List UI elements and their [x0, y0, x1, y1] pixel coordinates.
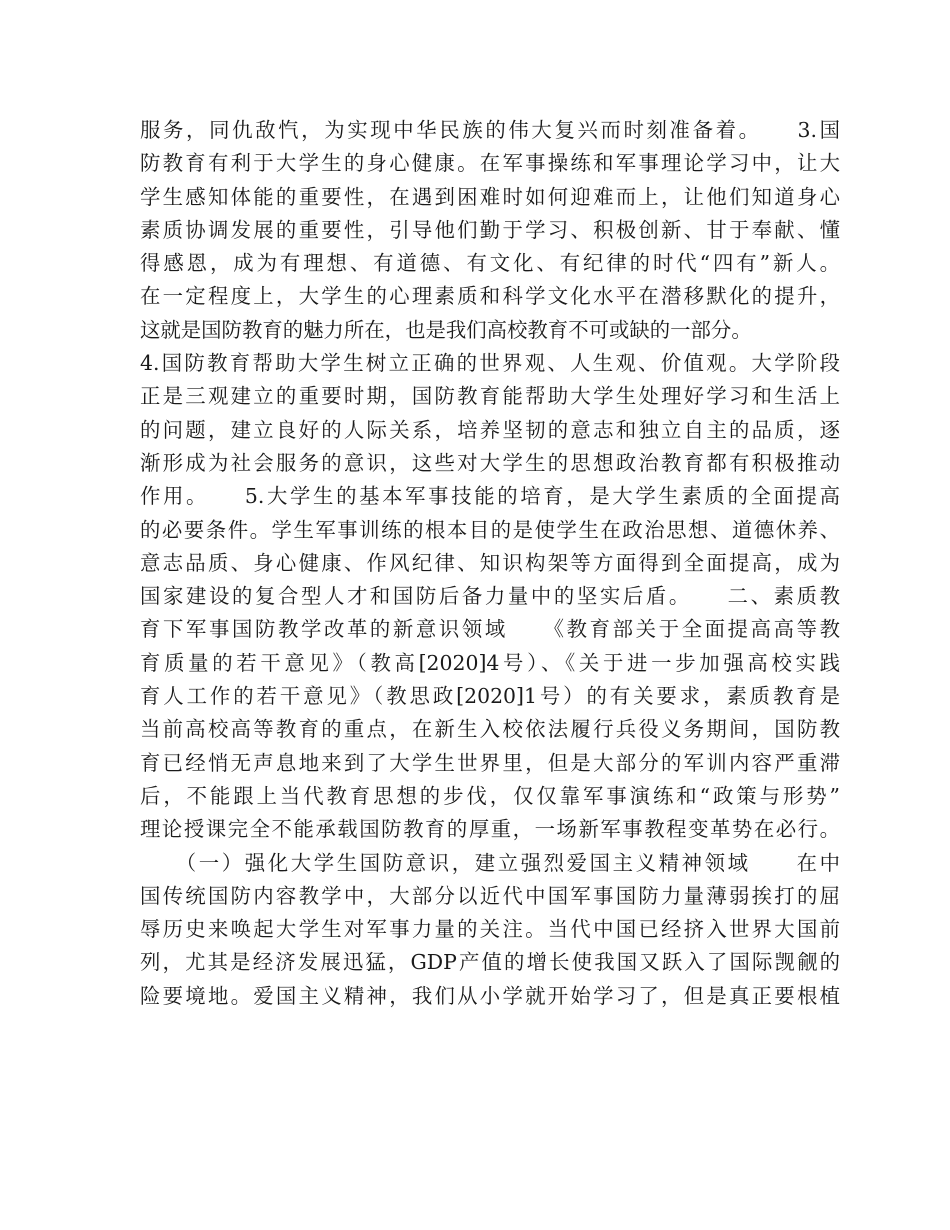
text-line: 育质量的若干意见》（教高[2020]4号）、《关于进一步加强高校实践 [140, 650, 840, 675]
text-line: 服务，同仇敌忾，为实现中华民族的伟大复兴而时刻准备着。 3.国 [140, 118, 840, 142]
text-line: 素质协调发展的重要性，引导他们勤于学习、积极创新、甘于奉献、懂 [140, 217, 840, 242]
text-line: 渐形成为社会服务的意识，这些对大学生的思想政治教育都有积极推动 [140, 450, 840, 475]
text-line: 理论授课完全不能承载国防教育的厚重，一场新军事教程变革势在必行。 [140, 817, 840, 842]
body-text [140, 114, 840, 1013]
text-line: 的必要条件。学生军事训练的根本目的是使学生在政治思想、道德休养、 [140, 517, 840, 542]
text-line: 学生感知体能的重要性，在遇到困难时如何迎难而上，让他们知道身心 [140, 184, 840, 209]
text-line: 这就是国防教育的魅力所在，也是我们高校教育不可或缺的一部分。 [140, 317, 752, 342]
text-line: 防教育有利于大学生的身心健康。在军事操练和军事理论学习中，让大 [140, 151, 840, 176]
text-line: （一）强化大学生国防意识，建立强烈爱国主义精神领域 在中 [140, 850, 840, 875]
text-line: 意志品质、身心健康、作风纪律、知识构架等方面得到全面提高，成为 [140, 550, 840, 575]
text-line: 育下军事国防教学改革的新意识领域 《教育部关于全面提高高等教 [140, 617, 840, 642]
text-line: 当前高校高等教育的重点，在新生入校依法履行兵役义务期间，国防教 [140, 717, 840, 742]
text-line: 育人工作的若干意见》（教思政[2020]1号）的有关要求，素质教育是 [140, 684, 840, 709]
text-line: 国传统国防内容教学中，大部分以近代中国军事国防力量薄弱挨打的屈 [140, 883, 840, 908]
text-line: 国家建设的复合型人才和国防后备力量中的坚实后盾。 二、素质教 [140, 584, 840, 609]
text-line: 辱历史来唤起大学生对军事力量的关注。当代中国已经挤入世界大国前 [140, 917, 840, 942]
text-line: 在一定程度上，大学生的心理素质和科学文化水平在潜移默化的提升， [140, 284, 840, 309]
text-line: 得感恩，成为有理想、有道德、有文化、有纪律的时代“四有”新人。 [140, 251, 840, 276]
text-line: 后，不能跟上当代教育思想的步伐，仅仅靠军事演练和“政策与形势” [140, 783, 840, 808]
text-line: 的问题，建立良好的人际关系，培养坚韧的意志和独立自主的品质，逐 [140, 417, 840, 442]
text-line: 作用。 5.大学生的基本军事技能的培育，是大学生素质的全面提高 [140, 484, 840, 509]
text-line: 列，尤其是经济发展迅猛，GDP产值的增长使我国又跃入了国际觊觎的 [140, 950, 840, 975]
text-line: 4.国防教育帮助大学生树立正确的世界观、人生观、价值观。大学阶段 [140, 351, 840, 376]
text-line: 正是三观建立的重要时期，国防教育能帮助大学生处理好学习和生活上 [140, 384, 840, 409]
text-line: 险要境地。爱国主义精神，我们从小学就开始学习了，但是真正要根植 [140, 983, 840, 1008]
text-line: 育已经悄无声息地来到了大学生世界里，但是大部分的军训内容严重滞 [140, 750, 840, 775]
